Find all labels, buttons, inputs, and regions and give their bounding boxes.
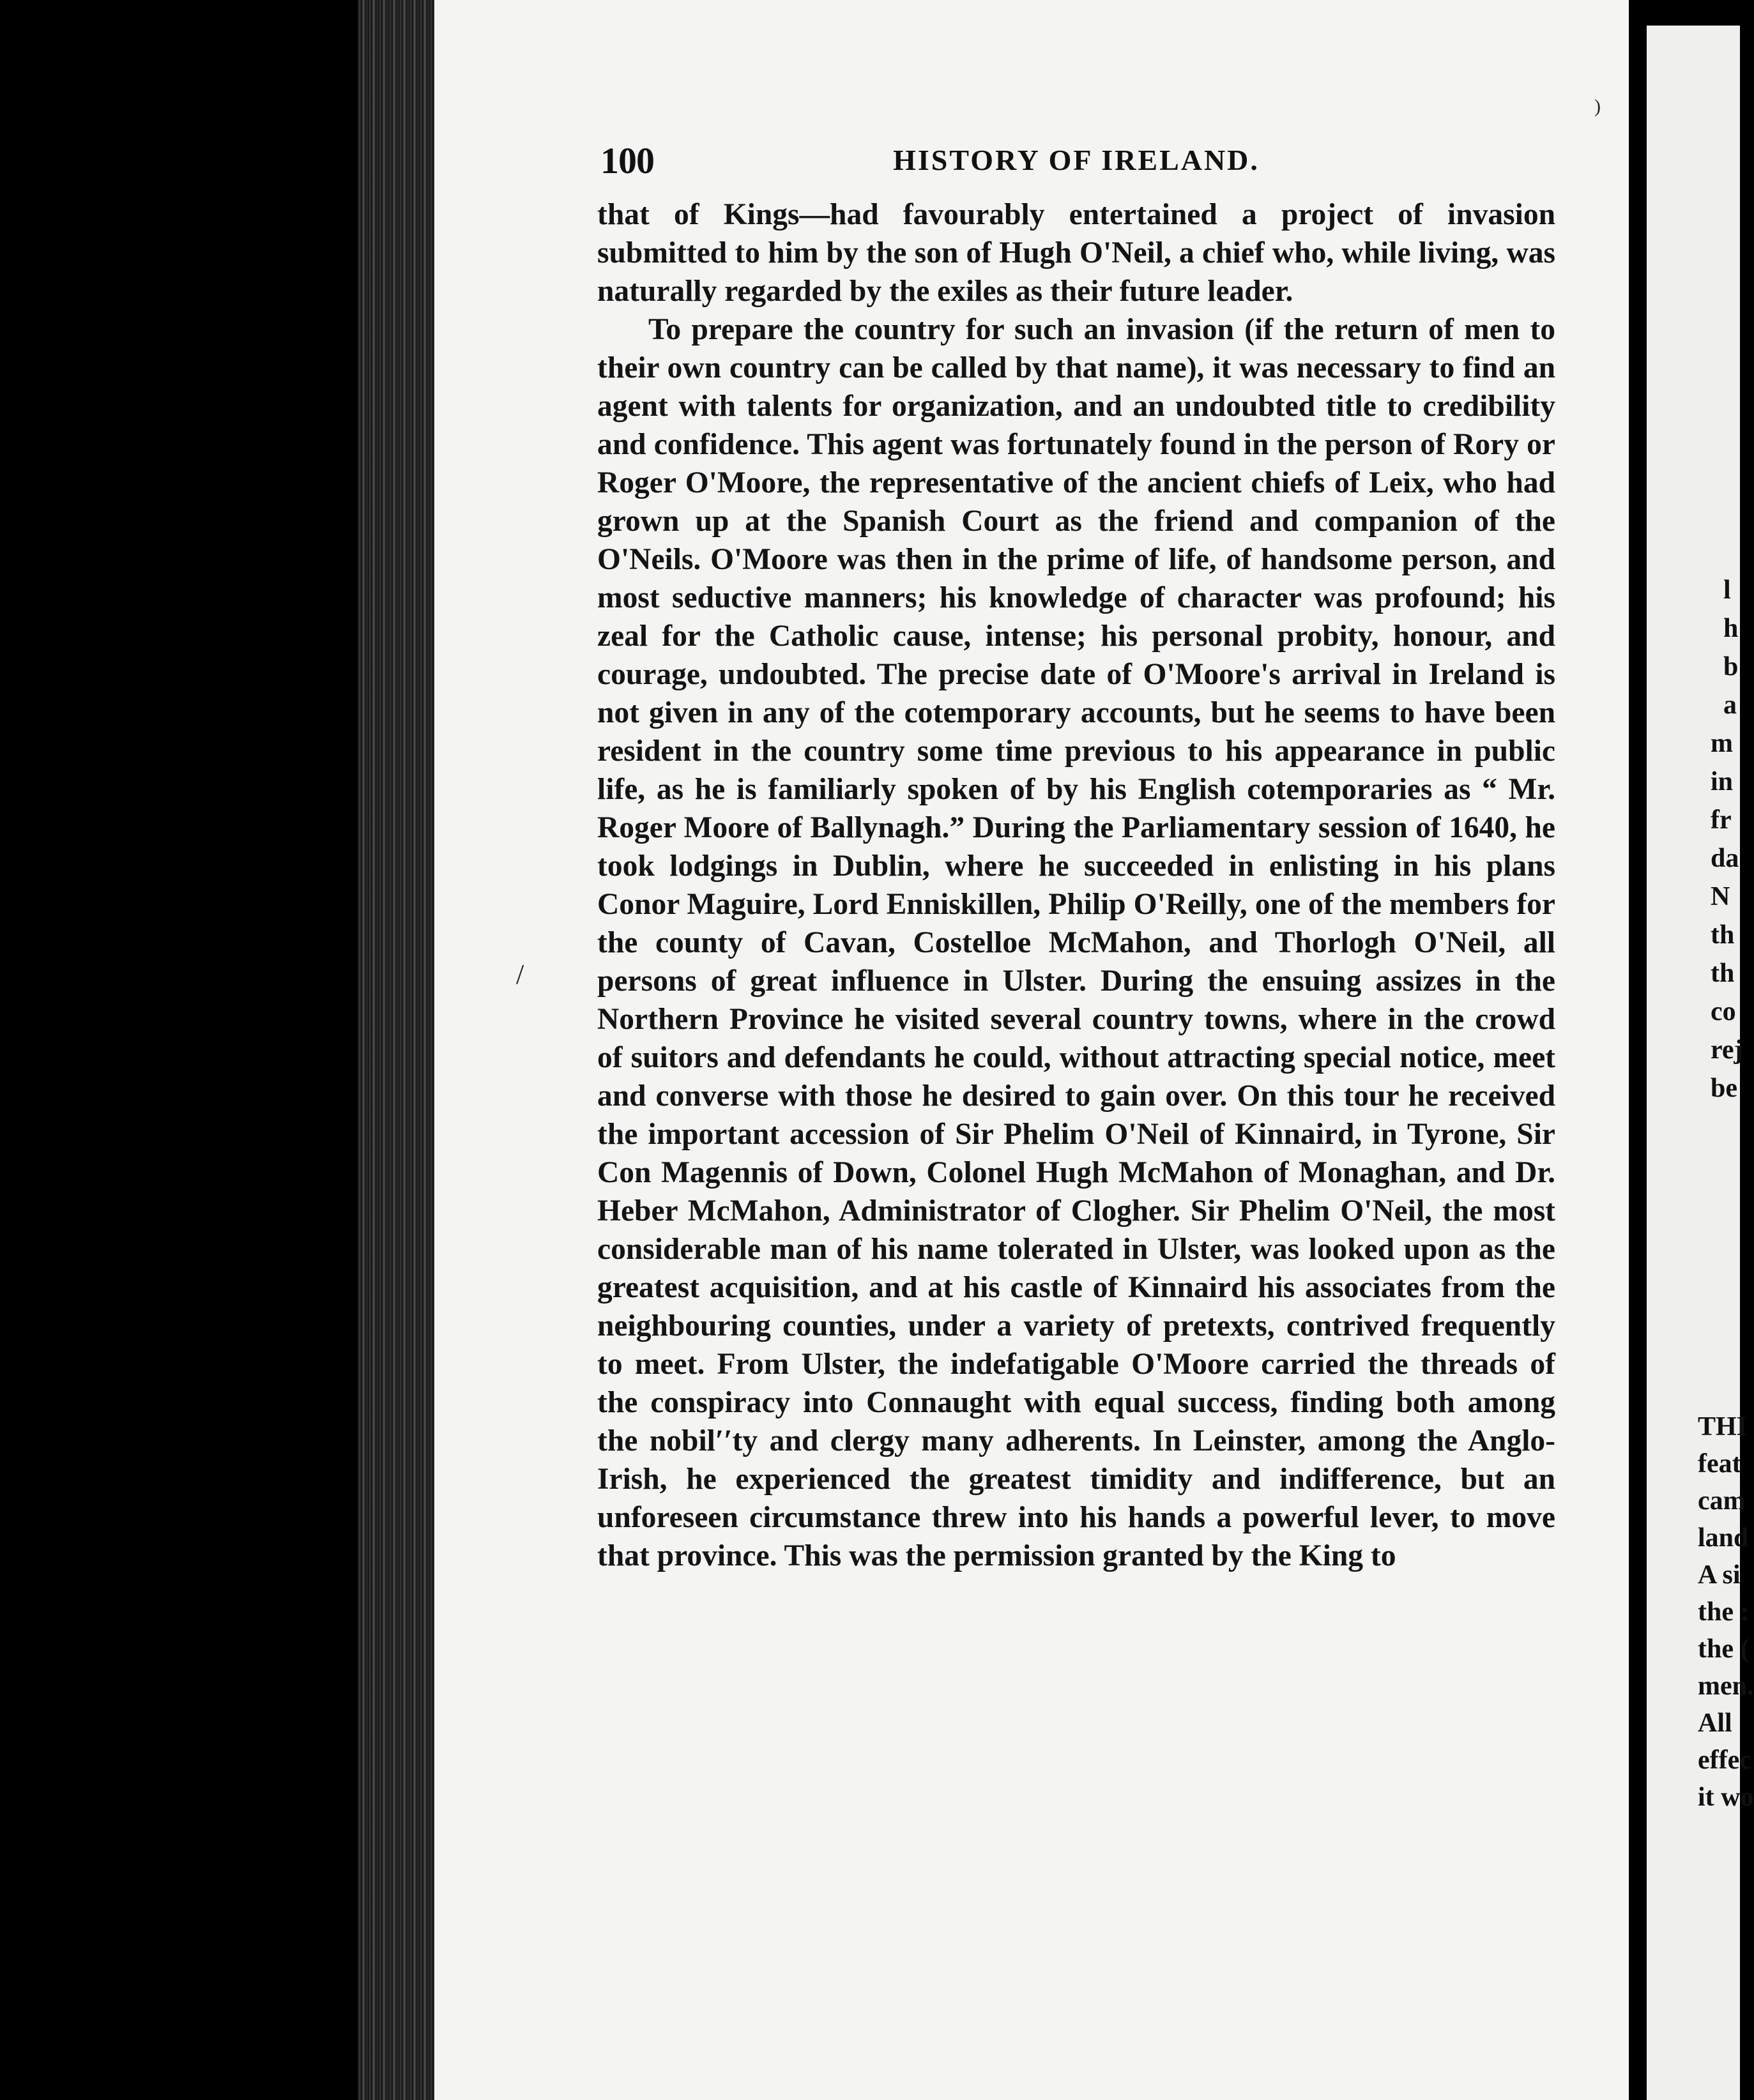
margin-stray-mark: ): [1594, 96, 1601, 117]
facing-page-line: the (: [1698, 1634, 1750, 1664]
facing-page-line: N: [1711, 882, 1730, 911]
facing-page-line: rej: [1711, 1035, 1743, 1065]
running-head: [600, 139, 1552, 184]
facing-page-line: be: [1711, 1074, 1737, 1103]
facing-page-line: l: [1723, 575, 1731, 605]
facing-page-line: a: [1723, 690, 1737, 720]
facing-page-line: fr: [1711, 805, 1732, 835]
page-edge-strip: [358, 0, 434, 2100]
facing-page-line: land: [1698, 1523, 1749, 1553]
facing-page-line: cam: [1698, 1486, 1746, 1516]
body-text: [597, 195, 1555, 1575]
facing-page-line: All: [1698, 1708, 1732, 1738]
facing-page-line: it wo: [1698, 1783, 1754, 1812]
facing-page-line: th: [1711, 959, 1735, 988]
facing-page-line: th: [1711, 920, 1735, 950]
facing-page-line: feat: [1698, 1449, 1741, 1479]
scan-background-left: [0, 0, 358, 2100]
facing-page-line: b: [1723, 652, 1739, 681]
facing-page-line: in: [1711, 767, 1734, 796]
paragraph: that of Kings—had favourably entertained a project of invasion submitted to him by the son of Hugh O'Neil, a chief who, while living, was naturally regarded by the exiles as their future leader.: [597, 198, 1555, 308]
facing-page-line: the :: [1698, 1597, 1750, 1627]
running-title: HISTORY OF IRELAND.: [893, 144, 1260, 176]
page-number: 100: [600, 140, 654, 181]
facing-page-line: men.: [1698, 1671, 1754, 1701]
facing-page-fragment: [1647, 26, 1754, 2100]
facing-page-line: A si: [1698, 1560, 1741, 1590]
facing-page-line: da: [1711, 844, 1739, 873]
facing-page-line: co: [1711, 997, 1736, 1026]
margin-stray-mark: /: [516, 959, 524, 990]
facing-page-line: h: [1723, 614, 1739, 643]
facing-page-line: effec: [1698, 1746, 1751, 1775]
paragraph: To prepare the country for such an invasion (if the return of men to their own country can be called by that name), it was necessary to find an agent with talents for organization, and an undoubted title to credibility and confidence. This agent was fortunately found in the person of Rory or Roger O'Moore, the representative of the ancient chiefs of Leix, who had grown up at the Spanish Court as the friend and companion of the O'Neils. O'Moore was then in the prime of life, of handsome person, and most seductive manners; his knowledge of character was profound; his zeal for the Catholic cause, intense; his personal probity, honour, and courage, undoubted. The precise date of O'Moore's arrival in Ireland is not given in any of the cotemporary accounts, but he seems to have been resident in the country some time previous to his appearance in public life, as he is familiarly spoken of by his English cotemporaries as “ Mr. Roger Moore of Ballynagh.” During the Parliamentary session of 1640, he took lodgings in Dublin, where he succeeded in enlisting in his plans Conor Maguire, Lord Enniskillen, Philip O'Reilly, one of the members for the county of Cavan, Costelloe McMahon, and Thorlogh O'Neil, all persons of great influence in Ulster. During the ensuing assizes in the Northern Province he visited several country towns, where in the crowd of suitors and defendants he could, without attracting special notice, meet and converse with those he desired to gain over. On this tour he received the important accession of Sir Phelim O'Neil of Kinnaird, in Tyrone, Sir Con Magennis of Down, Colonel Hugh McMahon of Monaghan, and Dr. Heber McMahon, Administrator of Clogher. Sir Phelim O'Neil, the most considerable man of his name tolerated in Ulster, was looked upon as the greatest acquisition, and at his castle of Kinnaird his associates from the neighbouring counties, under a variety of pretexts, contrived frequently to meet. From Ulster, the indefatigable O'Moore carried the threads of the conspiracy into Connaught with equal success, finding both among the nobilʹʹty and clergy many adherents. In Leinster, among the Anglo-Irish, he experienced the greatest timidity and indifference, but an unforeseen circumstance threw into his hands a powerful lever, to move that province. This was the permission granted by the King to: [597, 313, 1555, 1572]
facing-page-line: m: [1711, 729, 1733, 758]
facing-page-line: THI: [1698, 1412, 1748, 1442]
